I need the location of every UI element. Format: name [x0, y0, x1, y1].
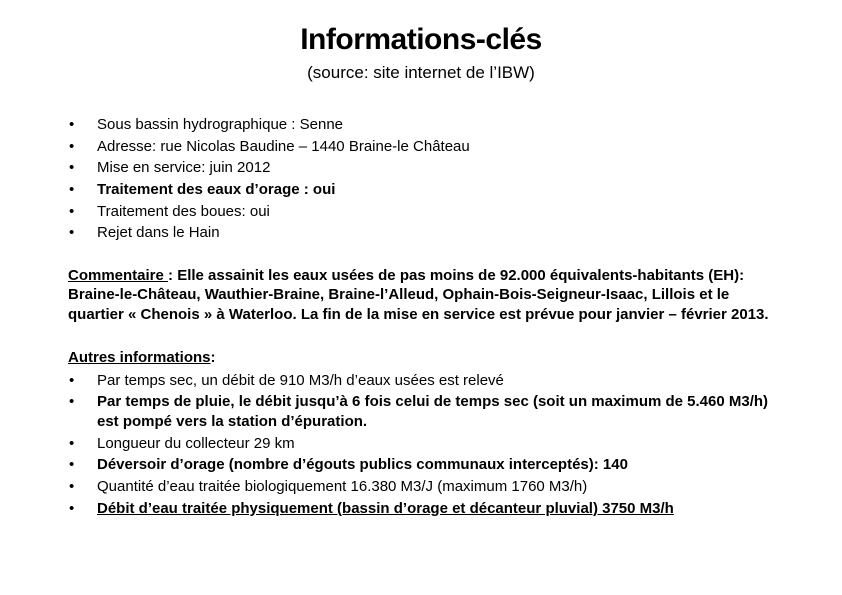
fact-item: [68, 115, 781, 135]
fact-text: Adresse: rue Nicolas Baudine – 1440 Braine-le Château: [97, 137, 470, 155]
info-item: [68, 371, 781, 391]
autres-informations-colon: :: [210, 349, 216, 367]
info-item: [68, 477, 781, 497]
info-text: Longueur du collecteur 29 km: [97, 434, 295, 452]
page-subtitle: (source: site internet de l’IBW): [307, 63, 535, 82]
autres-informations-label: Autres informations: [68, 349, 211, 367]
fact-item: [68, 223, 781, 243]
autres-informations-heading: [68, 348, 782, 368]
infos-list: [68, 371, 781, 518]
info-item: [68, 499, 781, 519]
fact-item: [68, 180, 781, 200]
fact-item: [68, 202, 781, 222]
fact-text: Traitement des eaux d’orage : oui: [97, 181, 336, 199]
info-item: [68, 455, 781, 475]
fact-text: Mise en service: juin 2012: [97, 159, 271, 177]
info-text: Par temps sec, un débit de 910 M3/h d’eaux usées est relevé: [97, 371, 504, 389]
page-title: Informations-clés: [300, 23, 542, 56]
fact-item: [68, 158, 781, 178]
fact-text: Sous bassin hydrographique : Senne: [97, 116, 344, 133]
info-item: [68, 392, 781, 431]
info-text: Quantité d’eau traitée biologiquement 16.380 M3/J (maximum 1760 M3/h): [97, 477, 588, 495]
info-text: Déversoir d’orage (nombre d’égouts publics communaux interceptés): 140: [97, 456, 628, 474]
fact-item: [68, 137, 781, 157]
facts-list: [68, 115, 781, 243]
commentaire-paragraph: [68, 266, 780, 324]
fact-text: Traitement des boues: oui: [97, 202, 270, 220]
info-text: Débit d’eau traitée physiquement (bassin d’orage et décanteur pluvial) 3750 M3/h: [97, 499, 674, 517]
commentaire-label: Commentaire: [68, 266, 169, 284]
info-text: Par temps de pluie, le débit jusqu’à 6 fois celui de temps sec (soit un maximum de 5.460 M3/h) est pompé vers la station d’épuration.: [97, 393, 769, 430]
commentaire-text: : Elle assainit les eaux usées de pas moins de 92.000 équivalents-habitants (EH): Braine-le-Château, Wauthier-Braine, Braine-l’Alleud, Ophain-Bois-Seigneur-Isaac, Lillois et le quartier « Chenois » à Waterloo. La fin de la mise en service est prévue pour janvier – février 2013.: [68, 266, 769, 323]
info-item: [68, 434, 781, 454]
fact-text: Rejet dans le Hain: [97, 224, 220, 242]
slide: [0, 22, 842, 595]
